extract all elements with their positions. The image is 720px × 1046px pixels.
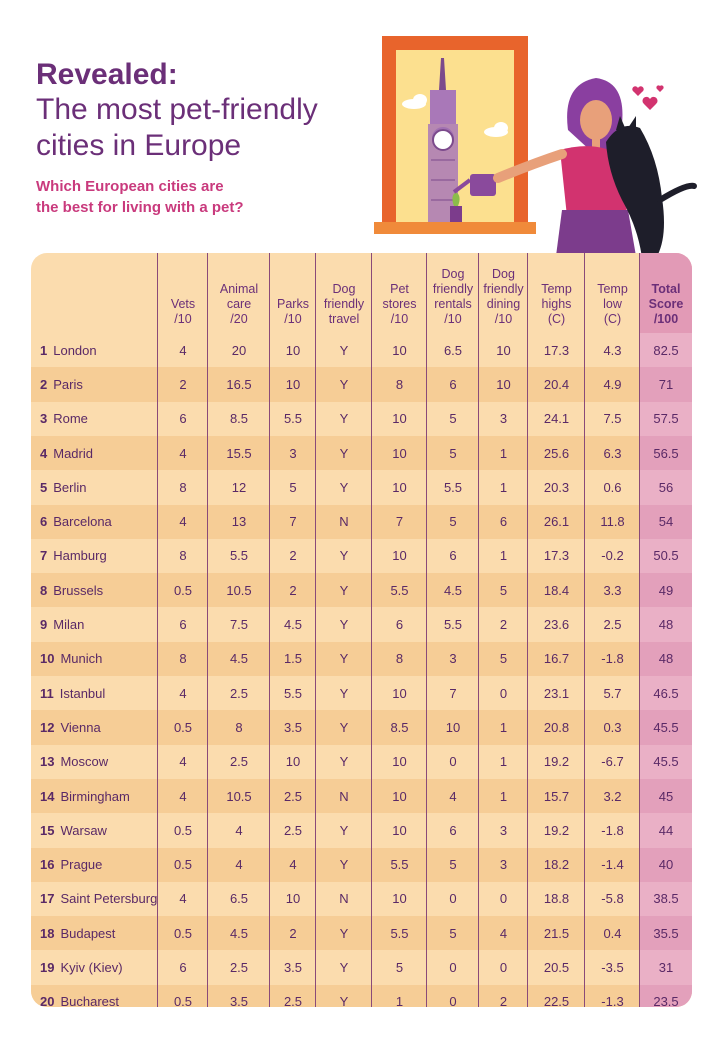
value-cell: -0.2 xyxy=(601,548,624,564)
value-cell: 8.5 xyxy=(390,719,409,735)
value-cell: 10 xyxy=(392,445,407,461)
value-cell: 6 xyxy=(449,822,457,838)
value-cell: 8 xyxy=(235,719,243,735)
value-cell: 1 xyxy=(499,754,508,770)
value-cell: 4.5 xyxy=(229,651,249,667)
value-cell: 0.4 xyxy=(603,925,622,941)
value-cell: 3.5 xyxy=(229,994,249,1007)
value-cell: 1 xyxy=(499,788,508,804)
value-cell: 4.5 xyxy=(283,617,303,633)
value-cell: 2 xyxy=(289,582,297,598)
value-cell: Y xyxy=(339,342,349,358)
value-cell: 82.5 xyxy=(653,342,679,358)
value-cell: 18.4 xyxy=(543,582,570,598)
value-cell: 10 xyxy=(285,754,301,770)
city-cell xyxy=(40,710,158,744)
column-header: Dog friendly dining /10 xyxy=(483,267,524,326)
value-cell: 3 xyxy=(289,445,297,461)
city-name: Birmingham xyxy=(60,788,130,804)
value-cell: 0.5 xyxy=(173,857,193,873)
city-cell xyxy=(40,470,158,504)
value-cell: 4 xyxy=(179,754,187,770)
city-cell xyxy=(40,333,158,367)
value-cell: 20.4 xyxy=(543,376,570,392)
value-cell: -1.8 xyxy=(601,822,624,838)
city-name: Prague xyxy=(60,857,103,873)
value-cell: 38.5 xyxy=(653,891,679,907)
rank-number: 7 xyxy=(40,548,48,564)
city-cell xyxy=(40,676,158,710)
value-cell: 5.5 xyxy=(443,617,463,633)
rank-number: 20 xyxy=(40,994,55,1007)
value-cell: 1 xyxy=(499,445,508,461)
rank-number: 5 xyxy=(40,479,48,495)
value-cell: 6.3 xyxy=(603,445,622,461)
value-cell: 2.5 xyxy=(603,617,622,633)
value-cell: Y xyxy=(339,754,349,770)
value-cell: Y xyxy=(339,925,349,941)
rank-number: 14 xyxy=(40,788,55,804)
value-cell: 1 xyxy=(499,479,508,495)
rank-number: 12 xyxy=(40,719,55,735)
value-cell: 45.5 xyxy=(653,754,679,770)
value-cell: 2.5 xyxy=(283,994,303,1007)
value-cell: N xyxy=(339,788,349,804)
value-cell: 5 xyxy=(449,445,457,461)
city-name: Budapest xyxy=(60,925,116,941)
rank-number: 1 xyxy=(40,342,48,358)
value-cell: 3 xyxy=(449,651,457,667)
value-cell: 5 xyxy=(289,479,297,495)
value-cell: 0.6 xyxy=(603,479,622,495)
city-name: Moscow xyxy=(60,754,109,770)
value-cell: Y xyxy=(339,822,349,838)
value-cell: 3.3 xyxy=(603,582,622,598)
value-cell: 45 xyxy=(658,788,674,804)
city-cell xyxy=(40,402,158,436)
value-cell: 10 xyxy=(392,685,407,701)
value-cell: -1.4 xyxy=(601,857,624,873)
value-cell: Y xyxy=(339,445,349,461)
value-cell: 4 xyxy=(179,342,187,358)
value-cell: 10 xyxy=(285,891,301,907)
value-cell: 4 xyxy=(179,445,187,461)
city-name: Milan xyxy=(53,617,85,633)
value-cell: 0.5 xyxy=(173,822,193,838)
value-cell: 2 xyxy=(499,617,508,633)
value-cell: 4 xyxy=(289,857,297,873)
value-cell: 6.5 xyxy=(229,891,249,907)
value-cell: 5.7 xyxy=(603,685,622,701)
value-cell: 4 xyxy=(179,788,187,804)
rank-number: 13 xyxy=(40,754,55,770)
value-cell: 7 xyxy=(449,685,457,701)
value-cell: 31 xyxy=(658,960,674,976)
value-cell: 8 xyxy=(179,651,187,667)
city-cell xyxy=(40,745,158,779)
value-cell: 6 xyxy=(499,514,508,530)
value-cell: 56.5 xyxy=(653,445,679,461)
value-cell: 7 xyxy=(395,514,404,530)
rank-number: 4 xyxy=(40,445,48,461)
rank-number: 16 xyxy=(40,857,55,873)
value-cell: Y xyxy=(339,994,349,1007)
value-cell: 22.5 xyxy=(543,994,570,1007)
value-cell: 4 xyxy=(235,857,243,873)
value-cell: 6 xyxy=(179,617,187,633)
value-cell: Y xyxy=(339,548,349,564)
value-cell: 5.5 xyxy=(283,411,303,427)
value-cell: 40 xyxy=(658,857,674,873)
value-cell: 3.2 xyxy=(603,788,622,804)
city-cell xyxy=(40,573,158,607)
value-cell: 5.5 xyxy=(390,582,409,598)
value-cell: N xyxy=(339,514,349,530)
value-cell: 26.1 xyxy=(543,514,570,530)
rank-number: 8 xyxy=(40,582,48,598)
value-cell: Y xyxy=(339,685,349,701)
value-cell: 1.5 xyxy=(283,651,303,667)
subtitle xyxy=(36,176,336,218)
city-name: Saint Petersburg xyxy=(60,891,158,907)
city-name: Madrid xyxy=(53,445,93,461)
city-name: Brussels xyxy=(53,582,104,598)
value-cell: 2 xyxy=(499,994,508,1007)
value-cell: 3.5 xyxy=(283,719,303,735)
value-cell: 54 xyxy=(658,514,674,530)
city-cell xyxy=(40,367,158,401)
value-cell: 45.5 xyxy=(653,719,679,735)
value-cell: 4 xyxy=(179,514,187,530)
value-cell: 7.5 xyxy=(603,411,622,427)
value-cell: 2 xyxy=(179,376,187,392)
value-cell: Y xyxy=(339,582,349,598)
value-cell: 10 xyxy=(496,342,511,358)
value-cell: 1 xyxy=(499,548,508,564)
value-cell: 6 xyxy=(179,960,187,976)
value-cell: 1 xyxy=(395,994,404,1007)
value-cell: 56 xyxy=(658,479,674,495)
value-cell: 5 xyxy=(499,651,508,667)
value-cell: 3.5 xyxy=(283,960,303,976)
city-cell xyxy=(40,950,158,984)
rank-number: 2 xyxy=(40,376,48,392)
value-cell: 8 xyxy=(179,548,187,564)
city-cell xyxy=(40,642,158,676)
value-cell: 20.5 xyxy=(543,960,570,976)
value-cell: 10.5 xyxy=(226,788,252,804)
value-cell: 48 xyxy=(658,651,674,667)
value-cell: 46.5 xyxy=(653,685,679,701)
city-name: Istanbul xyxy=(59,685,106,701)
city-cell xyxy=(40,813,158,847)
value-cell: 4 xyxy=(499,925,508,941)
header xyxy=(36,58,318,164)
rank-number: 10 xyxy=(40,651,55,667)
value-cell: 10 xyxy=(285,342,301,358)
value-cell: Y xyxy=(339,857,349,873)
rank-number: 6 xyxy=(40,514,48,530)
value-cell: 0 xyxy=(449,960,457,976)
column-header: Pet stores /10 xyxy=(382,282,417,326)
city-cell xyxy=(40,539,158,573)
value-cell: 10 xyxy=(392,411,407,427)
value-cell: 8 xyxy=(179,479,187,495)
value-cell: 8.5 xyxy=(229,411,249,427)
rank-number: 11 xyxy=(40,685,54,701)
value-cell: 2 xyxy=(289,925,297,941)
value-cell: 5 xyxy=(499,582,508,598)
value-cell: 7.5 xyxy=(229,617,249,633)
rank-number: 15 xyxy=(40,822,55,838)
value-cell: 1 xyxy=(499,719,508,735)
city-cell xyxy=(40,848,158,882)
value-cell: 18.2 xyxy=(543,857,570,873)
title-line-3: cities in Europe xyxy=(36,129,242,162)
column-header: Temp highs (C) xyxy=(541,282,572,326)
value-cell: 2.5 xyxy=(229,754,249,770)
value-cell: 17.3 xyxy=(543,548,570,564)
city-name: Kyiv (Kiev) xyxy=(60,960,123,976)
city-cell xyxy=(40,436,158,470)
value-cell: 2.5 xyxy=(229,960,249,976)
value-cell: Y xyxy=(339,479,349,495)
value-cell: Y xyxy=(339,651,349,667)
value-cell: 4 xyxy=(449,788,457,804)
city-name: Munich xyxy=(60,651,103,667)
value-cell: -3.5 xyxy=(601,960,624,976)
value-cell: -5.8 xyxy=(601,891,624,907)
value-cell: 20.8 xyxy=(543,719,570,735)
value-cell: 5.5 xyxy=(390,857,409,873)
city-name: Hamburg xyxy=(53,548,107,564)
value-cell: Y xyxy=(339,960,349,976)
value-cell: 0.5 xyxy=(173,925,193,941)
value-cell: 10 xyxy=(445,719,461,735)
value-cell: 15.5 xyxy=(226,445,252,461)
value-cell: 10 xyxy=(392,754,407,770)
value-cell: Y xyxy=(339,411,349,427)
subtitle-line-2: the best for living with a pet? xyxy=(36,199,244,216)
value-cell: 10.5 xyxy=(226,582,252,598)
value-cell: 15.7 xyxy=(543,788,570,804)
value-cell: 2.5 xyxy=(283,788,303,804)
column-header: Vets /10 xyxy=(170,297,196,326)
value-cell: 3 xyxy=(499,411,508,427)
value-cell: 0 xyxy=(499,891,508,907)
city-cell xyxy=(40,882,158,916)
value-cell: 5 xyxy=(449,411,457,427)
rank-number: 19 xyxy=(40,960,55,976)
value-cell: 50.5 xyxy=(653,548,679,564)
value-cell: -1.3 xyxy=(601,994,624,1007)
value-cell: 0.5 xyxy=(173,582,193,598)
city-cell xyxy=(40,985,158,1007)
value-cell: 5 xyxy=(395,960,404,976)
value-cell: 23.6 xyxy=(543,617,570,633)
value-cell: 44 xyxy=(658,822,674,838)
city-cell xyxy=(40,607,158,641)
value-cell: 6 xyxy=(395,617,404,633)
city-name: Rome xyxy=(53,411,88,427)
value-cell: 7 xyxy=(289,514,297,530)
value-cell: 2 xyxy=(289,548,297,564)
title-bold: Revealed: xyxy=(36,58,178,91)
value-cell: 20 xyxy=(231,342,247,358)
hearts-icon xyxy=(632,85,663,110)
value-cell: 10 xyxy=(392,342,407,358)
value-cell: 4.5 xyxy=(443,582,463,598)
value-cell: 23.1 xyxy=(543,685,570,701)
value-cell: 19.2 xyxy=(543,822,570,838)
value-cell: 5.5 xyxy=(443,479,463,495)
rank-number: 9 xyxy=(40,617,48,633)
illustration xyxy=(370,30,720,258)
value-cell: 0 xyxy=(449,994,457,1007)
city-name: Berlin xyxy=(53,479,87,495)
value-cell: 0 xyxy=(499,960,508,976)
value-cell: 10 xyxy=(392,891,407,907)
city-name: Vienna xyxy=(60,719,101,735)
value-cell: 57.5 xyxy=(653,411,679,427)
value-cell: 6 xyxy=(449,376,457,392)
value-cell: 3 xyxy=(499,822,508,838)
value-cell: 19.2 xyxy=(543,754,570,770)
city-cell xyxy=(40,779,158,813)
ranking-table xyxy=(31,253,692,1007)
value-cell: 8 xyxy=(395,376,404,392)
value-cell: 16.7 xyxy=(543,651,570,667)
value-cell: 0.5 xyxy=(173,719,193,735)
value-cell: 5 xyxy=(449,857,457,873)
value-cell: 11.8 xyxy=(600,514,625,530)
value-cell: -6.7 xyxy=(601,754,624,770)
value-cell: 0 xyxy=(449,891,457,907)
value-cell: N xyxy=(339,891,349,907)
value-cell: 10 xyxy=(392,548,407,564)
value-cell: 2.5 xyxy=(229,685,249,701)
value-cell: 16.5 xyxy=(226,376,252,392)
value-cell: 4 xyxy=(179,685,187,701)
column-header: Dog friendly travel xyxy=(323,282,365,326)
value-cell: -1.8 xyxy=(601,651,624,667)
value-cell: 6.5 xyxy=(443,342,463,358)
value-cell: 10 xyxy=(392,822,407,838)
value-cell: 71 xyxy=(658,376,674,392)
value-cell: 10 xyxy=(392,788,407,804)
value-cell: 35.5 xyxy=(653,925,679,941)
value-cell: 49 xyxy=(658,582,674,598)
title-line-2: The most pet-friendly xyxy=(36,93,318,126)
rank-number: 18 xyxy=(40,925,55,941)
value-cell: 10 xyxy=(496,376,511,392)
value-cell: 23.5 xyxy=(653,994,679,1007)
column-header: Animal care /20 xyxy=(219,282,259,326)
value-cell: 3 xyxy=(499,857,508,873)
value-cell: 0 xyxy=(449,754,457,770)
value-cell: 0 xyxy=(499,685,508,701)
value-cell: Y xyxy=(339,617,349,633)
column-header: Parks /10 xyxy=(277,297,309,326)
city-name: Paris xyxy=(53,376,83,392)
rank-number: 3 xyxy=(40,411,48,427)
subtitle-line-1: Which European cities are xyxy=(36,178,224,195)
value-cell: 2.5 xyxy=(283,822,303,838)
value-cell: 24.1 xyxy=(543,411,570,427)
city-name: Bucharest xyxy=(60,994,120,1007)
city-name: Barcelona xyxy=(53,514,112,530)
value-cell: 8 xyxy=(395,651,404,667)
value-cell: 10 xyxy=(392,479,407,495)
value-cell: Y xyxy=(339,719,349,735)
value-cell: 4.9 xyxy=(603,376,622,392)
value-cell: 10 xyxy=(285,376,301,392)
city-cell xyxy=(40,505,158,539)
value-cell: 21.5 xyxy=(543,925,570,941)
value-cell: 13 xyxy=(231,514,247,530)
value-cell: 20.3 xyxy=(543,479,570,495)
city-cell xyxy=(40,916,158,950)
value-cell: 4.3 xyxy=(603,342,622,358)
value-cell: 5.5 xyxy=(390,925,409,941)
city-name: London xyxy=(53,342,97,358)
value-cell: 0.3 xyxy=(603,719,622,735)
value-cell: 18.8 xyxy=(543,891,570,907)
value-cell: 5 xyxy=(449,514,457,530)
value-cell: 48 xyxy=(658,617,674,633)
column-header: Total Score /100 xyxy=(648,282,684,326)
value-cell: 5 xyxy=(449,925,457,941)
value-cell: 5.5 xyxy=(229,548,249,564)
value-cell: 4.5 xyxy=(229,925,249,941)
value-cell: 6 xyxy=(449,548,457,564)
value-cell: 5.5 xyxy=(283,685,303,701)
column-header: Dog friendly rentals /10 xyxy=(432,267,474,326)
rank-number: 17 xyxy=(40,891,55,907)
city-name: Warsaw xyxy=(60,822,107,838)
value-cell: 17.3 xyxy=(543,342,570,358)
value-cell: 4 xyxy=(235,822,243,838)
value-cell: 4 xyxy=(179,891,187,907)
value-cell: 25.6 xyxy=(543,445,570,461)
value-cell: 12 xyxy=(231,479,247,495)
column-header: Temp low (C) xyxy=(597,282,628,326)
value-cell: Y xyxy=(339,376,349,392)
value-cell: 0.5 xyxy=(173,994,193,1007)
value-cell: 6 xyxy=(179,411,187,427)
